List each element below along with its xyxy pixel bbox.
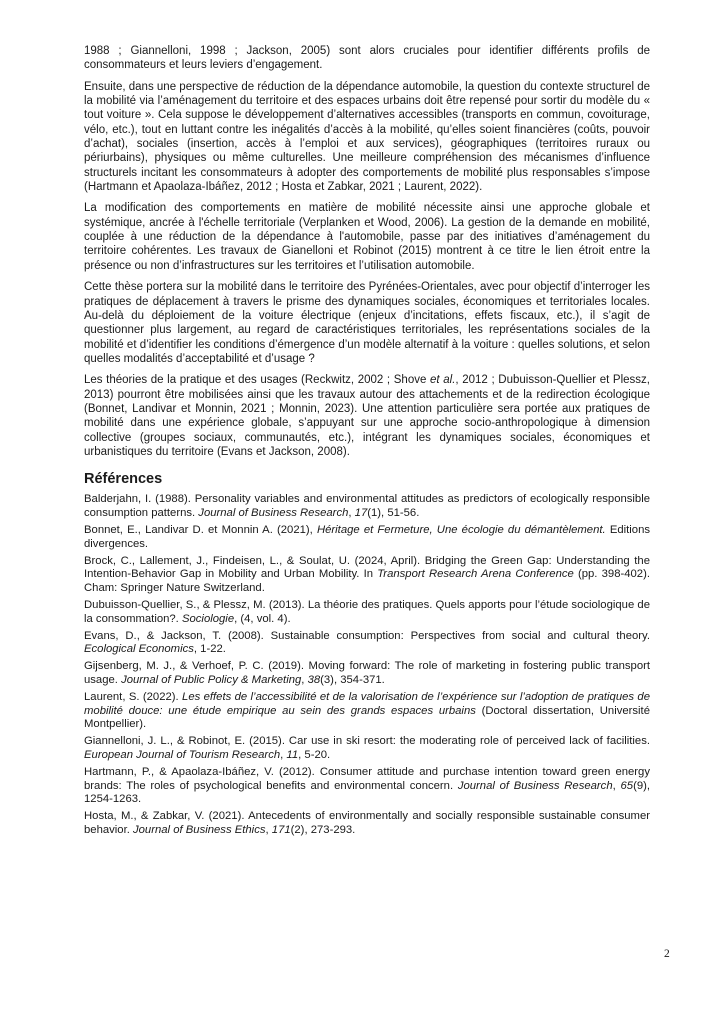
ref-text: , xyxy=(301,673,308,686)
ref-italic: Ecological Economics xyxy=(84,643,194,656)
ref-text: (pp. 398-402). Cham: Springer Nature Switzerland. xyxy=(84,568,650,594)
ref-italic: Journal of Business Research xyxy=(198,506,349,519)
ref-text: (3), 354-371. xyxy=(320,673,385,686)
body-paragraph: La modification des comportements en matière de mobilité nécessite ainsi une approche globale et systémique, ancrée à l'échelle territoriale (Verplanken et Wood, 2006). La gestion de la demande en mobilité, couplée à une réduction de la dépendance à l'automobile, passe par des initiatives d’aménagement du territoire cohérentes. Les travaux de Gianelloni et Robinot (2015) montrent à ce titre le lien étroit entre la présence ou non d’infrastructures sur les territoires et l’utilisation automobile. xyxy=(84,202,650,272)
ref-text: Balderjahn, I. (1988). Personality variables and environmental attitudes as predictors of ecologically responsible consumption patterns. xyxy=(84,493,650,519)
ref-italic: Sociologie xyxy=(181,612,235,625)
ref-italic: Héritage et Fermeture, Une écologie du démantèlement. xyxy=(316,523,606,536)
text-run-italic: et al. xyxy=(430,374,456,387)
body-paragraph xyxy=(84,373,650,459)
reference-entry xyxy=(84,691,650,732)
body-paragraph: Cette thèse portera sur la mobilité dans le territoire des Pyrénées-Orientales, avec pour objectif d’interroger les pratiques de déplacement à travers le prisme des dynamiques sociales, économiques et territoriales locales. Au-delà du déploiement de la voiture électrique (enjeux d’incitations, effets fiscaux, etc.), il s’agit de questionner plus largement, au regard de caractéristiques territoriales, les représentations sociales de la mobilité et d’identifier les conditions d’émergence d’un modèle alternatif à la voiture : quelles solutions, et selon quelles modalités d’acceptabilité et d’usage ? xyxy=(84,281,650,365)
ref-text: (1), 51-56. xyxy=(367,506,420,519)
ref-text: , xyxy=(348,506,355,519)
text-run: , 2012 ; Dubuisson-Quellier et Plessz, 2013) pourront être mobilisées ainsi que les travaux autour des attachements et de la redirection écologique (Bonnet, Landivar et Monnin, 2021 ; Monnin, 2023). Une attention particulière sera portée aux pratiques de mobilité dans une expérience globale, s’appuyant sur une approche socio-anthropologique à dimension collective (groupes sociaux, communautés, etc.), intégrant les dynamiques sociales, économiques et urbanistiques du territoire (Evans et Jackson, 2008). xyxy=(84,374,650,458)
reference-entry xyxy=(84,660,650,687)
ref-italic: 65 xyxy=(620,779,634,792)
ref-italic: Journal of Public Policy & Marketing xyxy=(121,673,302,686)
ref-italic: 11 xyxy=(286,748,299,761)
ref-text: , xyxy=(612,779,621,792)
reference-entry xyxy=(84,630,650,657)
reference-entry xyxy=(84,493,650,520)
reference-entry xyxy=(84,735,650,762)
ref-text: Bonnet, E., Landivar D. et Monnin A. (2021), xyxy=(84,523,317,536)
body-paragraph: 1988 ; Giannelloni, 1998 ; Jackson, 2005) sont alors cruciales pour identifier différents profils de consommateurs et leurs leviers d’engagement. xyxy=(84,45,650,72)
ref-text: , 1-22. xyxy=(193,643,226,656)
reference-entry xyxy=(84,555,650,596)
text-run: Les théories de la pratique et des usages (Reckwitz, 2002 ; Shove xyxy=(84,374,431,387)
ref-text: , (4, vol. 4). xyxy=(234,612,291,625)
ref-italic: Transport Research Arena Conference xyxy=(377,568,574,581)
ref-text: , xyxy=(265,823,272,836)
ref-text: Laurent, S. (2022). xyxy=(84,691,183,703)
ref-italic: 38 xyxy=(307,673,321,686)
ref-text: , 5-20. xyxy=(298,748,331,761)
body-paragraph: Ensuite, dans une perspective de réduction de la dépendance automobile, la question du contexte structurel de la mobilité via l’aménagement du territoire et des espaces urbains doit être repensé pour sortir du modèle du « tout voiture ». Cela suppose le développement d’alternatives accessibles (transports en commun, covoiturage, vélo, etc.), tout en luttant contre les inégalités d’accès à la mobilité, qu’elles soient financières (coûts, pouvoir d’achat), sociales (insertion, accès à l’emploi et aux services), géographiques (territoires ruraux ou périurbains), physiques ou même culturelles. Une meilleure compréhension des mécanismes d’influence structurels incitant les consommateurs à adopter des comportements de mobilité plus responsables s’impose (Hartmann et Apaolaza-Ibáñez, 2012 ; Hosta et Zabkar, 2021 ; Laurent, 2022). xyxy=(84,80,650,194)
ref-text: Hartmann, P., & Apaolaza-Ibáñez, V. (2012). Consumer attitude and purchase intention toward green energy brands: The roles of psychological benefits and environmental concern. xyxy=(84,765,650,792)
ref-italic: European Journal of Tourism Research xyxy=(84,748,281,761)
reference-entry xyxy=(84,766,650,807)
reference-entry xyxy=(84,524,650,551)
ref-text: (Doctoral dissertation, Université Montpellier). xyxy=(84,704,650,731)
ref-text: Dubuisson-Quellier, S., & Plessz, M. (2013). La théorie des pratiques. Quels apports pour l’étude sociologique de la consommation?. xyxy=(84,598,650,625)
ref-text: (9), 1254-1263. xyxy=(84,779,651,806)
ref-text: Gijsenberg, M. J., & Verhoef, P. C. (2019). Moving forward: The role of marketing in fostering public transport usage. xyxy=(84,660,650,686)
ref-italic: 171 xyxy=(271,823,291,836)
ref-text: (2), 273-293. xyxy=(290,823,356,836)
reference-entry xyxy=(84,810,650,837)
page-number: 2 xyxy=(664,948,670,960)
ref-text: , xyxy=(280,748,287,761)
ref-text: Giannelloni, J. L., & Robinot, E. (2015). Car use in ski resort: the moderating role of perceived lack of facilities. xyxy=(84,735,650,748)
references-list xyxy=(84,493,650,837)
ref-italic: 17 xyxy=(354,506,368,519)
ref-italic: Les effets de l’accessibilité et de la valorisation de l’expérience sur l’adoption de pratiques de mobilité douce: une étude empirique au sein des grands espaces urbains xyxy=(84,691,650,717)
page-body xyxy=(84,44,650,841)
ref-italic: Journal of Business Ethics xyxy=(133,823,266,836)
ref-text: Editions divergences. xyxy=(84,523,651,550)
ref-italic: Journal of Business Research xyxy=(457,779,613,792)
ref-text: Hosta, M., & Zabkar, V. (2021). Antecedents of environmentally and socially responsible sustainable consumer behavior. xyxy=(84,810,650,836)
reference-entry xyxy=(84,599,650,626)
references-heading: Références xyxy=(84,471,163,488)
ref-text: Brock, C., Lallement, J., Findeisen, L., & Soulat, U. (2024, April). Bridging the Green Gap: Understanding the Intention-Behavior Gap in Mobility and Urban Mobility. In xyxy=(84,554,650,581)
ref-text: Evans, D., & Jackson, T. (2008). Sustainable consumption: Perspectives from social and cultural theory. xyxy=(84,629,650,642)
